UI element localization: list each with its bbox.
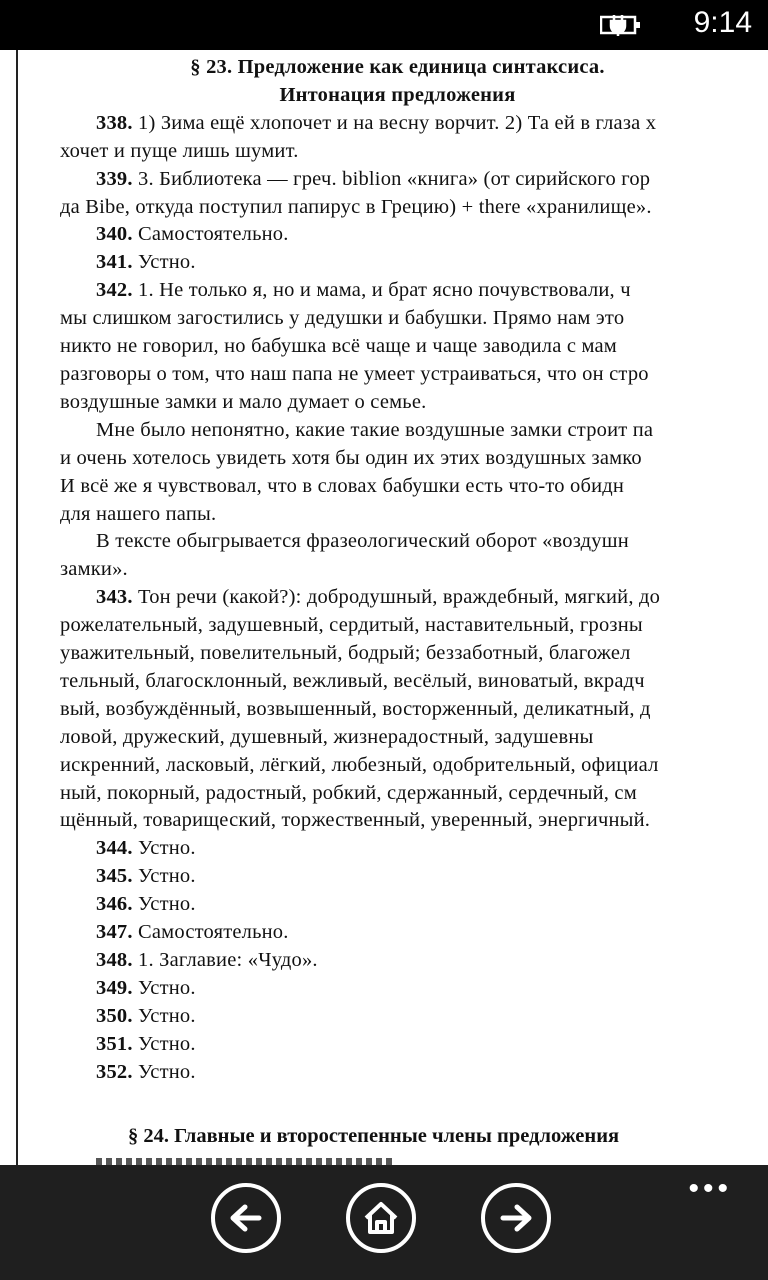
line-text: для нашего папы. — [60, 502, 217, 525]
exercise-number: 338. — [96, 111, 133, 134]
page-edge — [16, 50, 18, 1165]
exercise-paragraph — [60, 584, 768, 835]
exercise-paragraph — [60, 417, 768, 529]
text-line — [60, 110, 768, 138]
text-line — [60, 361, 768, 389]
text-line — [60, 473, 768, 501]
text-line — [60, 389, 768, 417]
exercise-paragraph — [60, 528, 768, 584]
line-text: рожелательный, задушевный, сердитый, наставительный, грозны — [60, 614, 643, 637]
line-text: никто не говорил, но бабушка всё чаще и чаще заводила с мам — [60, 335, 617, 358]
section-heading-line-2: Интонация предложения — [279, 83, 516, 106]
text-line — [60, 1003, 768, 1031]
text-line — [60, 807, 768, 835]
line-text: Устно. — [132, 251, 196, 274]
exercise-number: 352. — [96, 1060, 133, 1083]
line-text: Мне было непонятно, какие такие воздушные замки строит па — [96, 418, 654, 441]
text-line — [60, 333, 768, 361]
exercise-number: 345. — [96, 865, 133, 888]
text-line — [60, 417, 768, 445]
exercise-number: 343. — [96, 586, 133, 609]
line-text: искренний, ласковый, лёгкий, любезный, одобрительный, официал — [60, 753, 659, 776]
document-page — [60, 54, 768, 1087]
text-line — [60, 668, 768, 696]
text-line — [60, 528, 768, 556]
line-text: 1) Зима ещё хлопочет и на весну ворчит. 2) Та ей в глаза х — [132, 111, 657, 134]
exercise-paragraph — [60, 863, 768, 891]
exercise-paragraph — [60, 249, 768, 277]
text-line — [60, 696, 768, 724]
section-heading — [60, 54, 735, 110]
line-text: Самостоятельно. — [132, 223, 289, 246]
exercise-number: 351. — [96, 1032, 133, 1055]
text-line — [60, 305, 768, 333]
exercise-paragraph — [60, 1003, 768, 1031]
exercise-number: 347. — [96, 921, 133, 944]
text-line — [60, 584, 768, 612]
text-line — [60, 501, 768, 529]
line-text: и очень хотелось увидеть хотя бы один их этих воздушных замко — [60, 446, 642, 469]
line-text: Устно. — [132, 1060, 196, 1083]
line-text: Устно. — [132, 1004, 196, 1027]
app-bar — [0, 1165, 768, 1280]
line-text: хочет и пуще лишь шумит. — [60, 139, 299, 162]
battery-charging-icon — [600, 14, 642, 36]
exercise-paragraph — [60, 1059, 768, 1087]
text-line — [60, 612, 768, 640]
exercise-number: 349. — [96, 976, 133, 999]
line-text: мы слишком загостились у дедушки и бабушки. Прямо нам это — [60, 307, 625, 330]
clock: 9:14 — [693, 6, 752, 39]
line-text: ный, покорный, радостный, робкий, сдержанный, сердечный, см — [60, 781, 637, 804]
line-text: Устно. — [132, 837, 196, 860]
text-line — [60, 249, 768, 277]
text-line — [60, 780, 768, 808]
exercise-number: 340. — [96, 223, 133, 246]
home-button[interactable] — [346, 1183, 416, 1253]
line-text: Устно. — [132, 893, 196, 916]
home-icon — [350, 1187, 412, 1249]
cut-off-line — [96, 1158, 396, 1165]
text-line — [60, 194, 768, 222]
text-line — [60, 1059, 768, 1087]
section-heading-line-1: § 23. Предложение как единица синтаксиса. — [190, 56, 605, 78]
line-text: 1. Не только я, но и мама, и брат ясно почувствовали, ч — [132, 279, 631, 302]
text-line — [60, 891, 768, 919]
forward-button[interactable] — [481, 1183, 551, 1253]
text-line — [60, 640, 768, 668]
line-text: да Bibe, откуда поступил папирус в Грецию) + there «хранилище». — [60, 195, 652, 218]
text-line — [60, 277, 768, 305]
text-line — [60, 445, 768, 473]
text-line — [60, 221, 768, 249]
more-options-button[interactable]: ••• — [688, 1172, 732, 1205]
text-line — [60, 919, 768, 947]
exercise-paragraph — [60, 947, 768, 975]
text-line — [60, 166, 768, 194]
text-line — [60, 975, 768, 1003]
text-line — [60, 835, 768, 863]
exercise-number: 342. — [96, 279, 133, 302]
line-text: щённый, товарищеский, торжественный, уверенный, энергичный. — [60, 809, 651, 832]
line-text: И всё же я чувствовал, что в словах бабушки есть что-то обидн — [60, 474, 625, 497]
line-text: тельный, благосклонный, вежливый, весёлый, виноватый, вкрадч — [60, 669, 645, 692]
text-line — [60, 752, 768, 780]
arrow-left-icon — [215, 1187, 277, 1249]
line-text: Самостоятельно. — [132, 921, 289, 944]
line-text: разговоры о том, что наш папа не умеет устраиваться, что он стро — [60, 362, 649, 385]
exercise-paragraph — [60, 166, 768, 222]
exercise-paragraph — [60, 975, 768, 1003]
text-line — [60, 1031, 768, 1059]
line-text: воздушные замки и мало думает о семье. — [60, 390, 427, 413]
exercise-paragraph — [60, 835, 768, 863]
text-line — [60, 724, 768, 752]
line-text: Устно. — [132, 976, 196, 999]
line-text: В тексте обыгрывается фразеологический оборот «воздушн — [96, 530, 629, 553]
line-text: 3. Библиотека — греч. biblion «книга» (от сирийского гор — [132, 167, 651, 190]
status-bar — [0, 0, 768, 50]
exercise-number: 346. — [96, 893, 133, 916]
exercise-number: 341. — [96, 251, 133, 274]
text-line — [60, 556, 768, 584]
line-text: 1. Заглавие: «Чудо». — [132, 949, 318, 971]
line-text: замки». — [60, 558, 128, 581]
exercise-number: 339. — [96, 167, 133, 190]
back-button[interactable] — [211, 1183, 281, 1253]
exercise-paragraph — [60, 1031, 768, 1059]
text-line — [60, 863, 768, 891]
line-text: Устно. — [132, 865, 196, 888]
document-viewport[interactable] — [0, 50, 768, 1165]
arrow-right-icon — [485, 1187, 547, 1249]
text-line — [60, 138, 768, 166]
exercise-paragraph — [60, 277, 768, 417]
exercise-list — [60, 110, 768, 1087]
next-section-heading: § 24. Главные и второстепенные члены предложения — [128, 1125, 620, 1147]
exercise-paragraph — [60, 919, 768, 947]
exercise-paragraph — [60, 221, 768, 249]
exercise-number: 350. — [96, 1004, 133, 1027]
line-text: вый, возбуждённый, возвышенный, восторженный, деликатный, д — [60, 697, 651, 720]
line-text: уважительный, повелительный, бодрый; беззаботный, благожел — [60, 642, 631, 665]
line-text: Тон речи (какой?): добродушный, враждебный, мягкий, до — [132, 586, 661, 609]
exercise-paragraph — [60, 891, 768, 919]
exercise-paragraph — [60, 110, 768, 166]
line-text: ловой, дружеский, душевный, жизнерадостный, задушевны — [60, 725, 594, 748]
exercise-number: 344. — [96, 837, 133, 860]
text-line — [60, 947, 768, 975]
line-text: Устно. — [132, 1032, 196, 1055]
exercise-number: 348. — [96, 949, 133, 971]
